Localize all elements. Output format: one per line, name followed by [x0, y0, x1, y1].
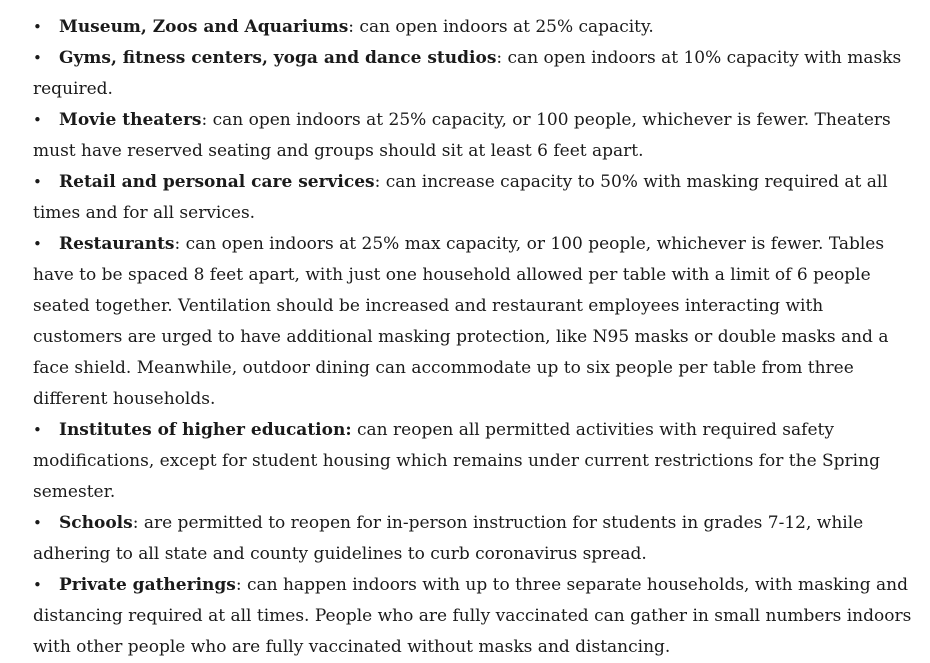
list-item-schools — [33, 508, 913, 570]
bullet-icon: • — [33, 514, 42, 532]
item-term: Gyms, fitness centers, yoga and dance studios — [59, 48, 497, 68]
item-term: Private gatherings — [59, 575, 236, 595]
bullet-icon: • — [33, 18, 42, 36]
item-term: Schools — [59, 513, 133, 533]
list-item-movie-theaters — [33, 105, 913, 167]
list-item-higher-education — [33, 415, 913, 508]
list-item-retail — [33, 167, 913, 229]
bullet-icon: • — [33, 49, 42, 67]
item-term: Institutes of higher education: — [59, 420, 352, 440]
list-item-restaurants — [33, 229, 913, 415]
list-item-private-gatherings — [33, 570, 913, 663]
list-item-gyms — [33, 43, 913, 105]
item-term: Restaurants — [59, 234, 175, 254]
item-text: : can happen indoors with up to three separate households, with masking and distancing required at all times. People who are fully vaccinated can gather in small numbers indoors with other people who are fully vaccinated without masks and distancing. — [33, 575, 912, 657]
list-item-museums — [33, 12, 913, 43]
item-text: : can open indoors at 25% max capacity, or 100 people, whichever is fewer. Tables have to be spaced 8 feet apart, with just one household allowed per table with a limit of 6 people seated together. Ventilation should be increased and restaurant employees interacting with customers are urged to have additional masking protection, like N95 masks or double masks and a face shield. Meanwhile, outdoor dining can accommodate up to six people per table from three different households. — [33, 234, 889, 409]
item-term: Museum, Zoos and Aquariums — [59, 17, 349, 37]
guidelines-list — [33, 12, 913, 663]
item-text: : can increase capacity to 50% with masking required at all times and for all services. — [33, 172, 888, 223]
bullet-icon: • — [33, 235, 42, 253]
item-term: Movie theaters — [59, 110, 202, 130]
item-text: can reopen all permitted activities with required safety modifications, except for student housing which remains under current restrictions for the Spring semester. — [33, 420, 880, 502]
item-text: : can open indoors at 25% capacity, or 100 people, whichever is fewer. Theaters must have reserved seating and groups should sit at least 6 feet apart. — [33, 110, 891, 161]
item-text: : can open indoors at 25% capacity. — [348, 17, 654, 37]
item-text: : are permitted to reopen for in-person instruction for students in grades 7-12, while adhering to all state and county guidelines to curb coronavirus spread. — [33, 513, 864, 564]
item-term: Retail and personal care services — [59, 172, 375, 192]
bullet-icon: • — [33, 173, 42, 191]
bullet-icon: • — [33, 111, 42, 129]
bullet-icon: • — [33, 421, 42, 439]
item-text: : can open indoors at 10% capacity with masks required. — [33, 48, 902, 99]
bullet-icon: • — [33, 576, 42, 594]
